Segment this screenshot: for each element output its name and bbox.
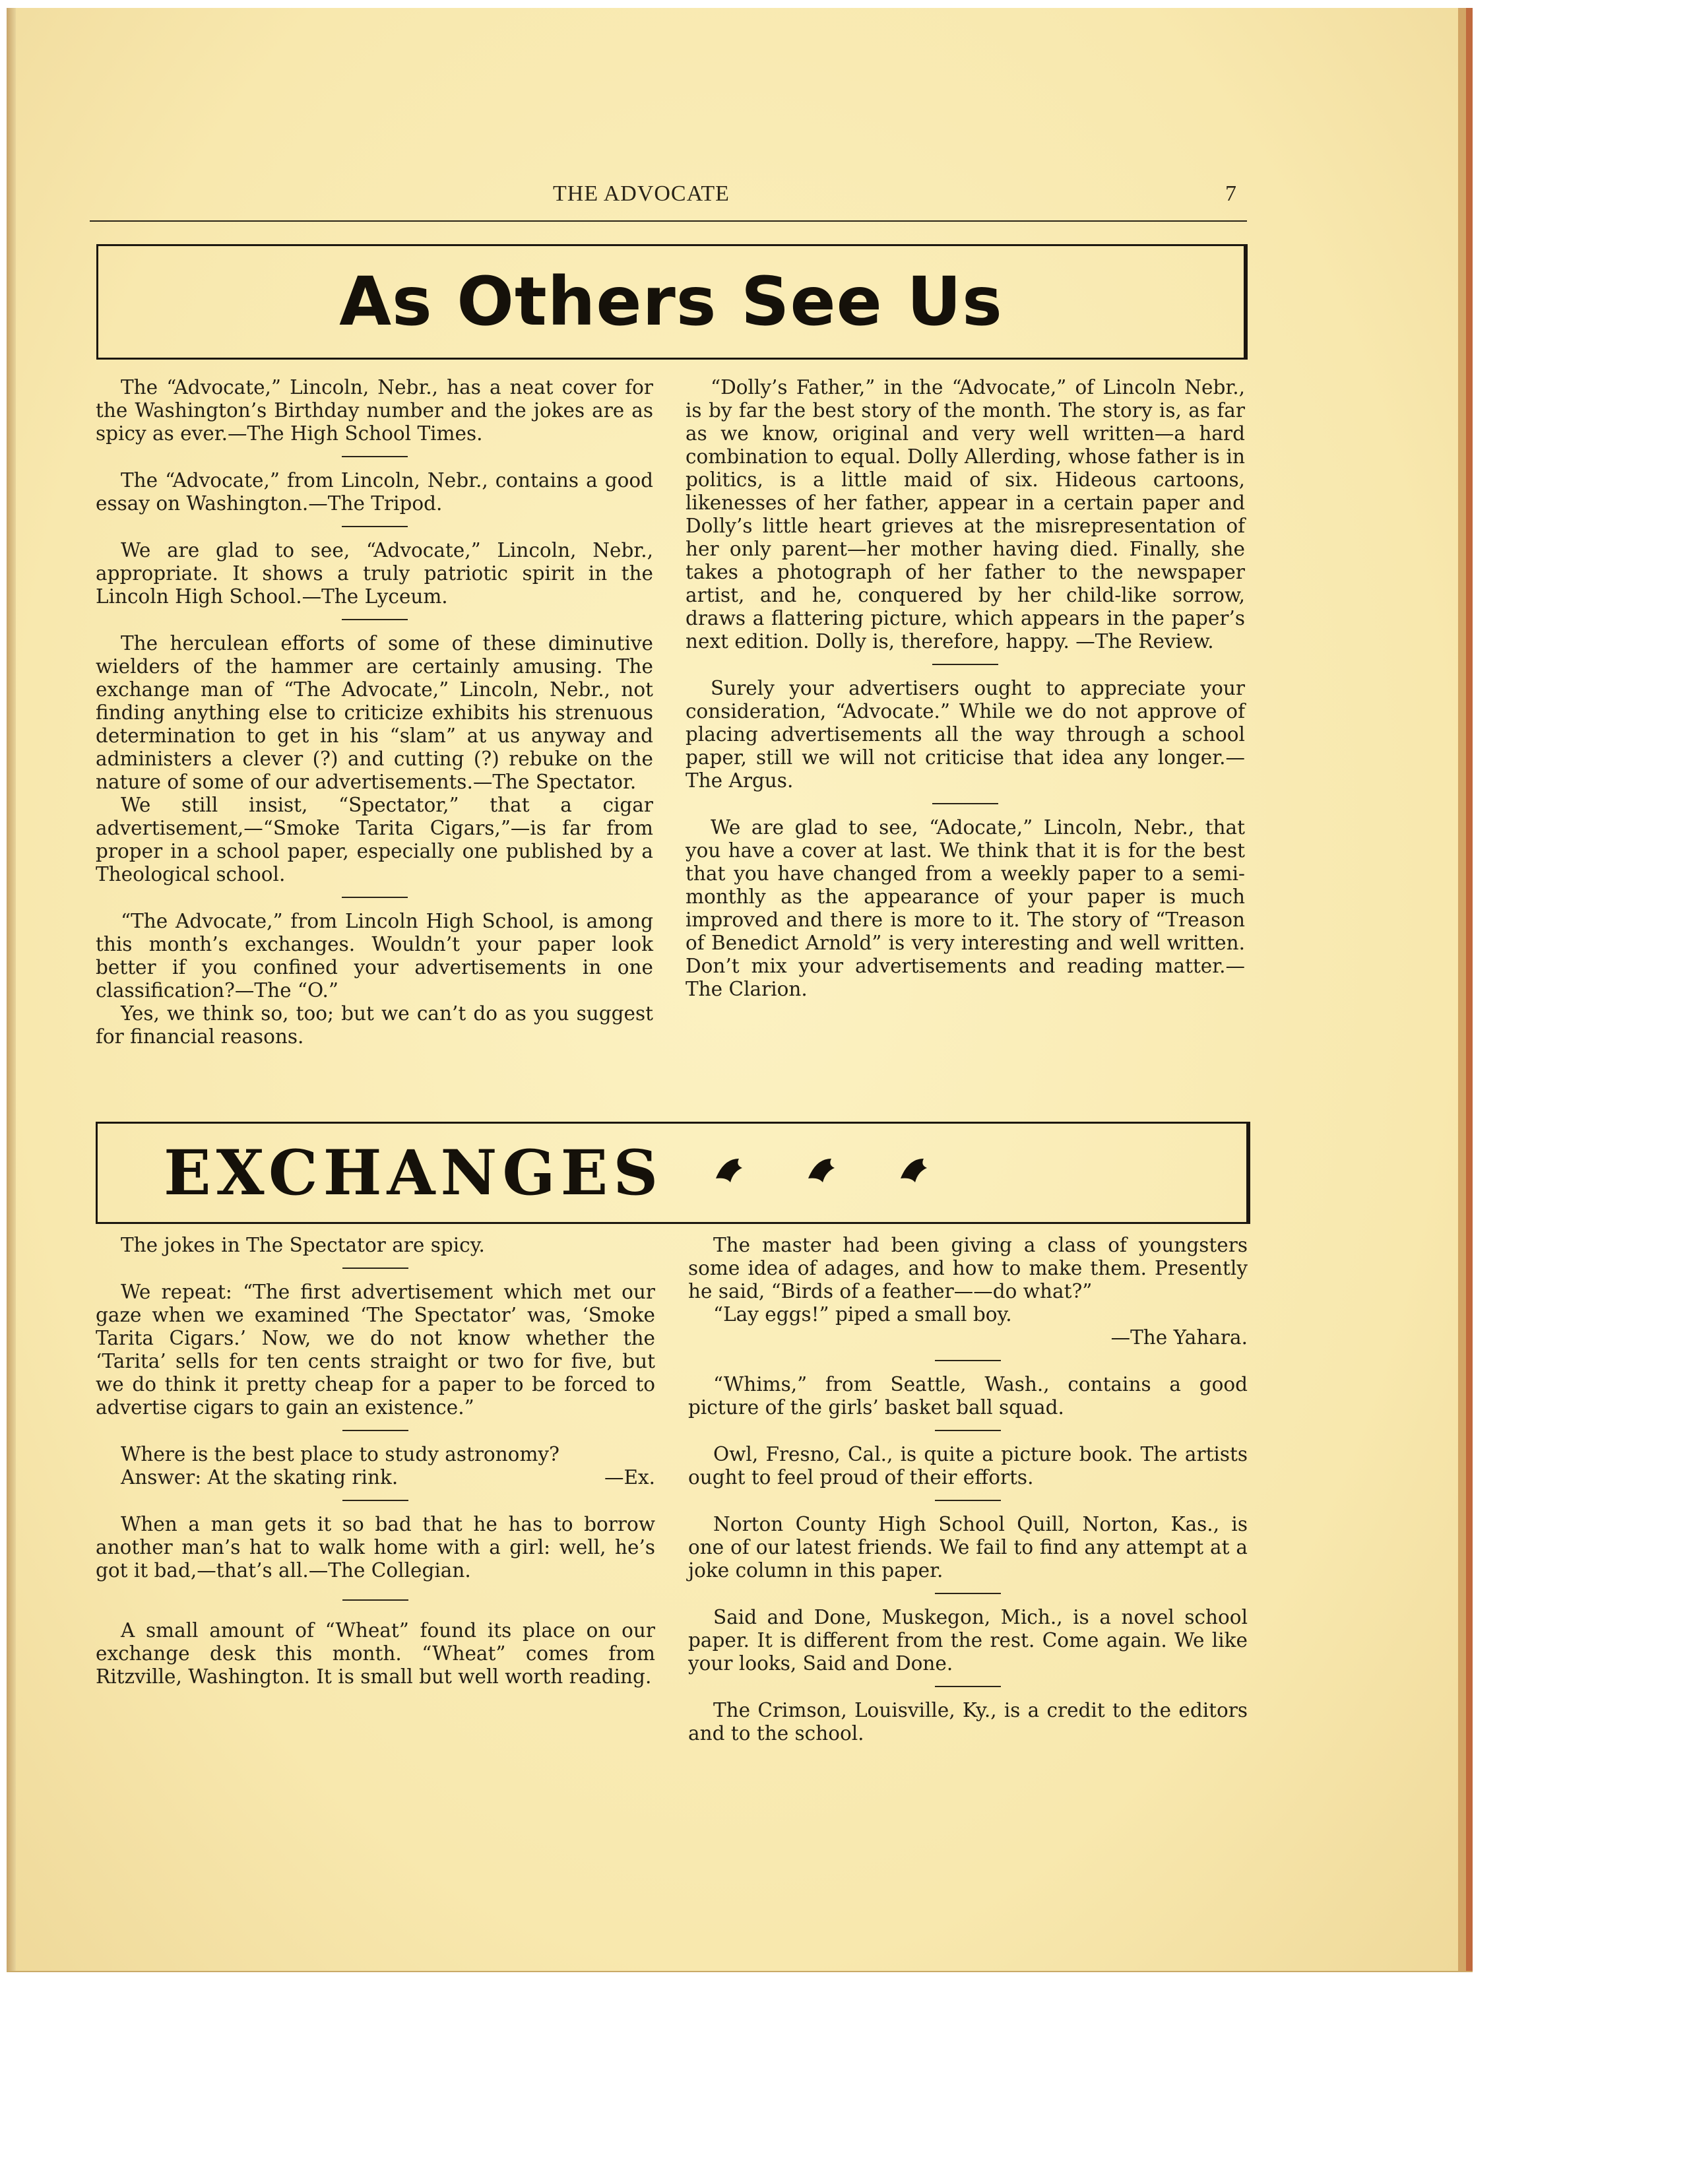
separator-rule (932, 664, 998, 665)
paragraph: The “Advocate,” Lincoln, Nebr., has a neat cover for the Washington’s Birthday number and the jokes are as spicy as ever.—The High School Times. (96, 376, 653, 445)
separator-rule (932, 803, 998, 804)
paragraph: “Dolly’s Father,” in the “Advocate,” of Lincoln Nebr., is by far the best story of the month. The story is, as far as we know, original and very well written—a hard combination to equal. Dolly Allerding, whose father is in politics, is a little maid of six. Hideous cartoons, likenesses of her father, appear in a certain paper and Dolly’s little heart grieves at the misrepresentation of her only parent—her mother having died. Finally, she takes a photograph of her father to the newspaper artist, and he, conquered by her child-like sorrow, draws a flattering picture, which appears in the paper’s next edition. Dolly is, therefore, happy. —The Review. (686, 376, 1245, 653)
paragraph: The Crimson, Louisville, Ky., is a credit to the editors and to the school. (688, 1699, 1248, 1745)
column-right-bottom (688, 1234, 1248, 1745)
separator-rule (342, 619, 408, 620)
separator-rule (342, 1430, 408, 1431)
separator-rule (935, 1686, 1001, 1687)
paragraph: “Whims,” from Seattle, Wash., contains a good picture of the girls’ basket ball squad. (688, 1373, 1248, 1419)
paragraph: A small amount of “Wheat” found its place on our exchange desk this month. “Wheat” comes from Ritzville, Washington. It is small but well worth reading. (96, 1619, 655, 1688)
paragraph: Yes, we think so, too; but we can’t do as you suggest for financial reasons. (96, 1002, 653, 1048)
joke-question: Where is the best place to study astronomy? (121, 1443, 559, 1465)
column-left-top (96, 376, 653, 1048)
separator-rule (935, 1360, 1001, 1361)
joke-answer: Answer: At the skating rink. (121, 1466, 399, 1489)
separator-rule (935, 1500, 1001, 1501)
page-edge (1466, 8, 1473, 1971)
paragraph: “Lay eggs!” piped a small boy. (713, 1303, 1012, 1326)
joke-source: —The Yahara. (1110, 1326, 1248, 1349)
section-title-box (96, 1122, 1250, 1224)
section-title-exchanges: EXCHANGES (164, 1136, 664, 1209)
paragraph: The “Advocate,” from Lincoln, Nebr., contains a good essay on Washington.—The Tripod. (96, 469, 653, 515)
section-title-as-others-see-us: As Others See Us (339, 263, 1003, 341)
header-rule (90, 220, 1247, 222)
paragraph: Surely your advertisers ought to appreciate your consideration, “Advocate.” While we do not approve of placing advertisements all the way through a school paper, still we will not criticise that idea any longer.—The Argus. (686, 677, 1245, 792)
separator-rule (342, 456, 408, 457)
paragraph: We still insist, “Spectator,” that a cigar advertisement,—“Smoke Tarita Cigars,”—is far from proper in a school paper, especially one published by a Theological school. (96, 794, 653, 885)
joke-source: —Ex. (604, 1466, 655, 1489)
column-left-bottom (96, 1234, 655, 1688)
separator-rule (935, 1593, 1001, 1594)
section-title-box (96, 244, 1248, 360)
paragraph: We repeat: “The first advertisement which met our gaze when we examined ‘The Spectator’ was, ‘Smoke Tarita Cigars.’ Now, we do not know whether the ‘Tarita’ sells for ten cents straight or two for five, but we do think it pretty cheap for a paper to be forced to advertise cigars to gain an existence.” (96, 1281, 655, 1419)
paragraph: We are glad to see, “Advocate,” Lincoln, Nebr., appropriate. It shows a truly patriotic spirit in the Lincoln High School.—The Lyceum. (96, 539, 653, 608)
separator-rule (342, 1599, 408, 1601)
paragraph: Owl, Fresno, Cal., is quite a picture book. The artists ought to feel proud of their efforts. (688, 1443, 1248, 1489)
page-number: 7 (1225, 181, 1237, 206)
paragraph: The herculean efforts of some of these diminutive wielders of the hammer are certainly amusing. The exchange man of “The Advocate,” Lincoln, Nebr., not finding anything else to criticize exhibits his strenuous determination to get in his “slam” at us anyway and administers a clever (?) and cutting (?) rebuke on the nature of some of our advertisements.—The Spectator. (96, 632, 653, 793)
paragraph: “The Advocate,” from Lincoln High School, is among this month’s exchanges. Wouldn’t your paper look better if you confined your advertisements in one classification?—The “O.” (96, 910, 653, 1002)
paragraph: Norton County High School Quill, Norton, Kas., is one of our latest friends. We fail to find any attempt at a joke column in this paper. (688, 1513, 1248, 1582)
paragraph: The jokes in The Spectator are spicy. (121, 1234, 485, 1256)
separator-rule (935, 1430, 1001, 1431)
paragraph: The master had been giving a class of youngsters some idea of adages, and how to make them. Presently he said, “Birds of a feather——do what?” (688, 1234, 1248, 1302)
separator-rule (342, 526, 408, 527)
separator-rule (342, 897, 408, 898)
separator-rule (342, 1268, 408, 1269)
joke-answer-row (96, 1466, 655, 1489)
separator-rule (342, 1500, 408, 1501)
column-right-top (686, 376, 1245, 1001)
running-title: THE ADVOCATE (553, 181, 730, 206)
binding-edge (7, 8, 16, 1971)
ornament-icon (709, 1149, 927, 1198)
paragraph: Said and Done, Muskegon, Mich., is a novel school paper. It is different from the rest. Come again. We like your looks, Said and Done. (688, 1606, 1248, 1675)
paragraph: When a man gets it so bad that he has to borrow another man’s hat to walk home with a girl: well, he’s got it bad,—that’s all.—The Collegian. (96, 1513, 655, 1582)
paragraph: We are glad to see, “Adocate,” Lincoln, Nebr., that you have a cover at last. We think that it is for the best that you have changed from a weekly paper to a semi-monthly as the appearance of your paper is much improved and there is more to it. The story of “Treason of Benedict Arnold” is very interesting and well written. Don’t mix your advertisements and reading matter.—The Clarion. (686, 816, 1245, 1000)
